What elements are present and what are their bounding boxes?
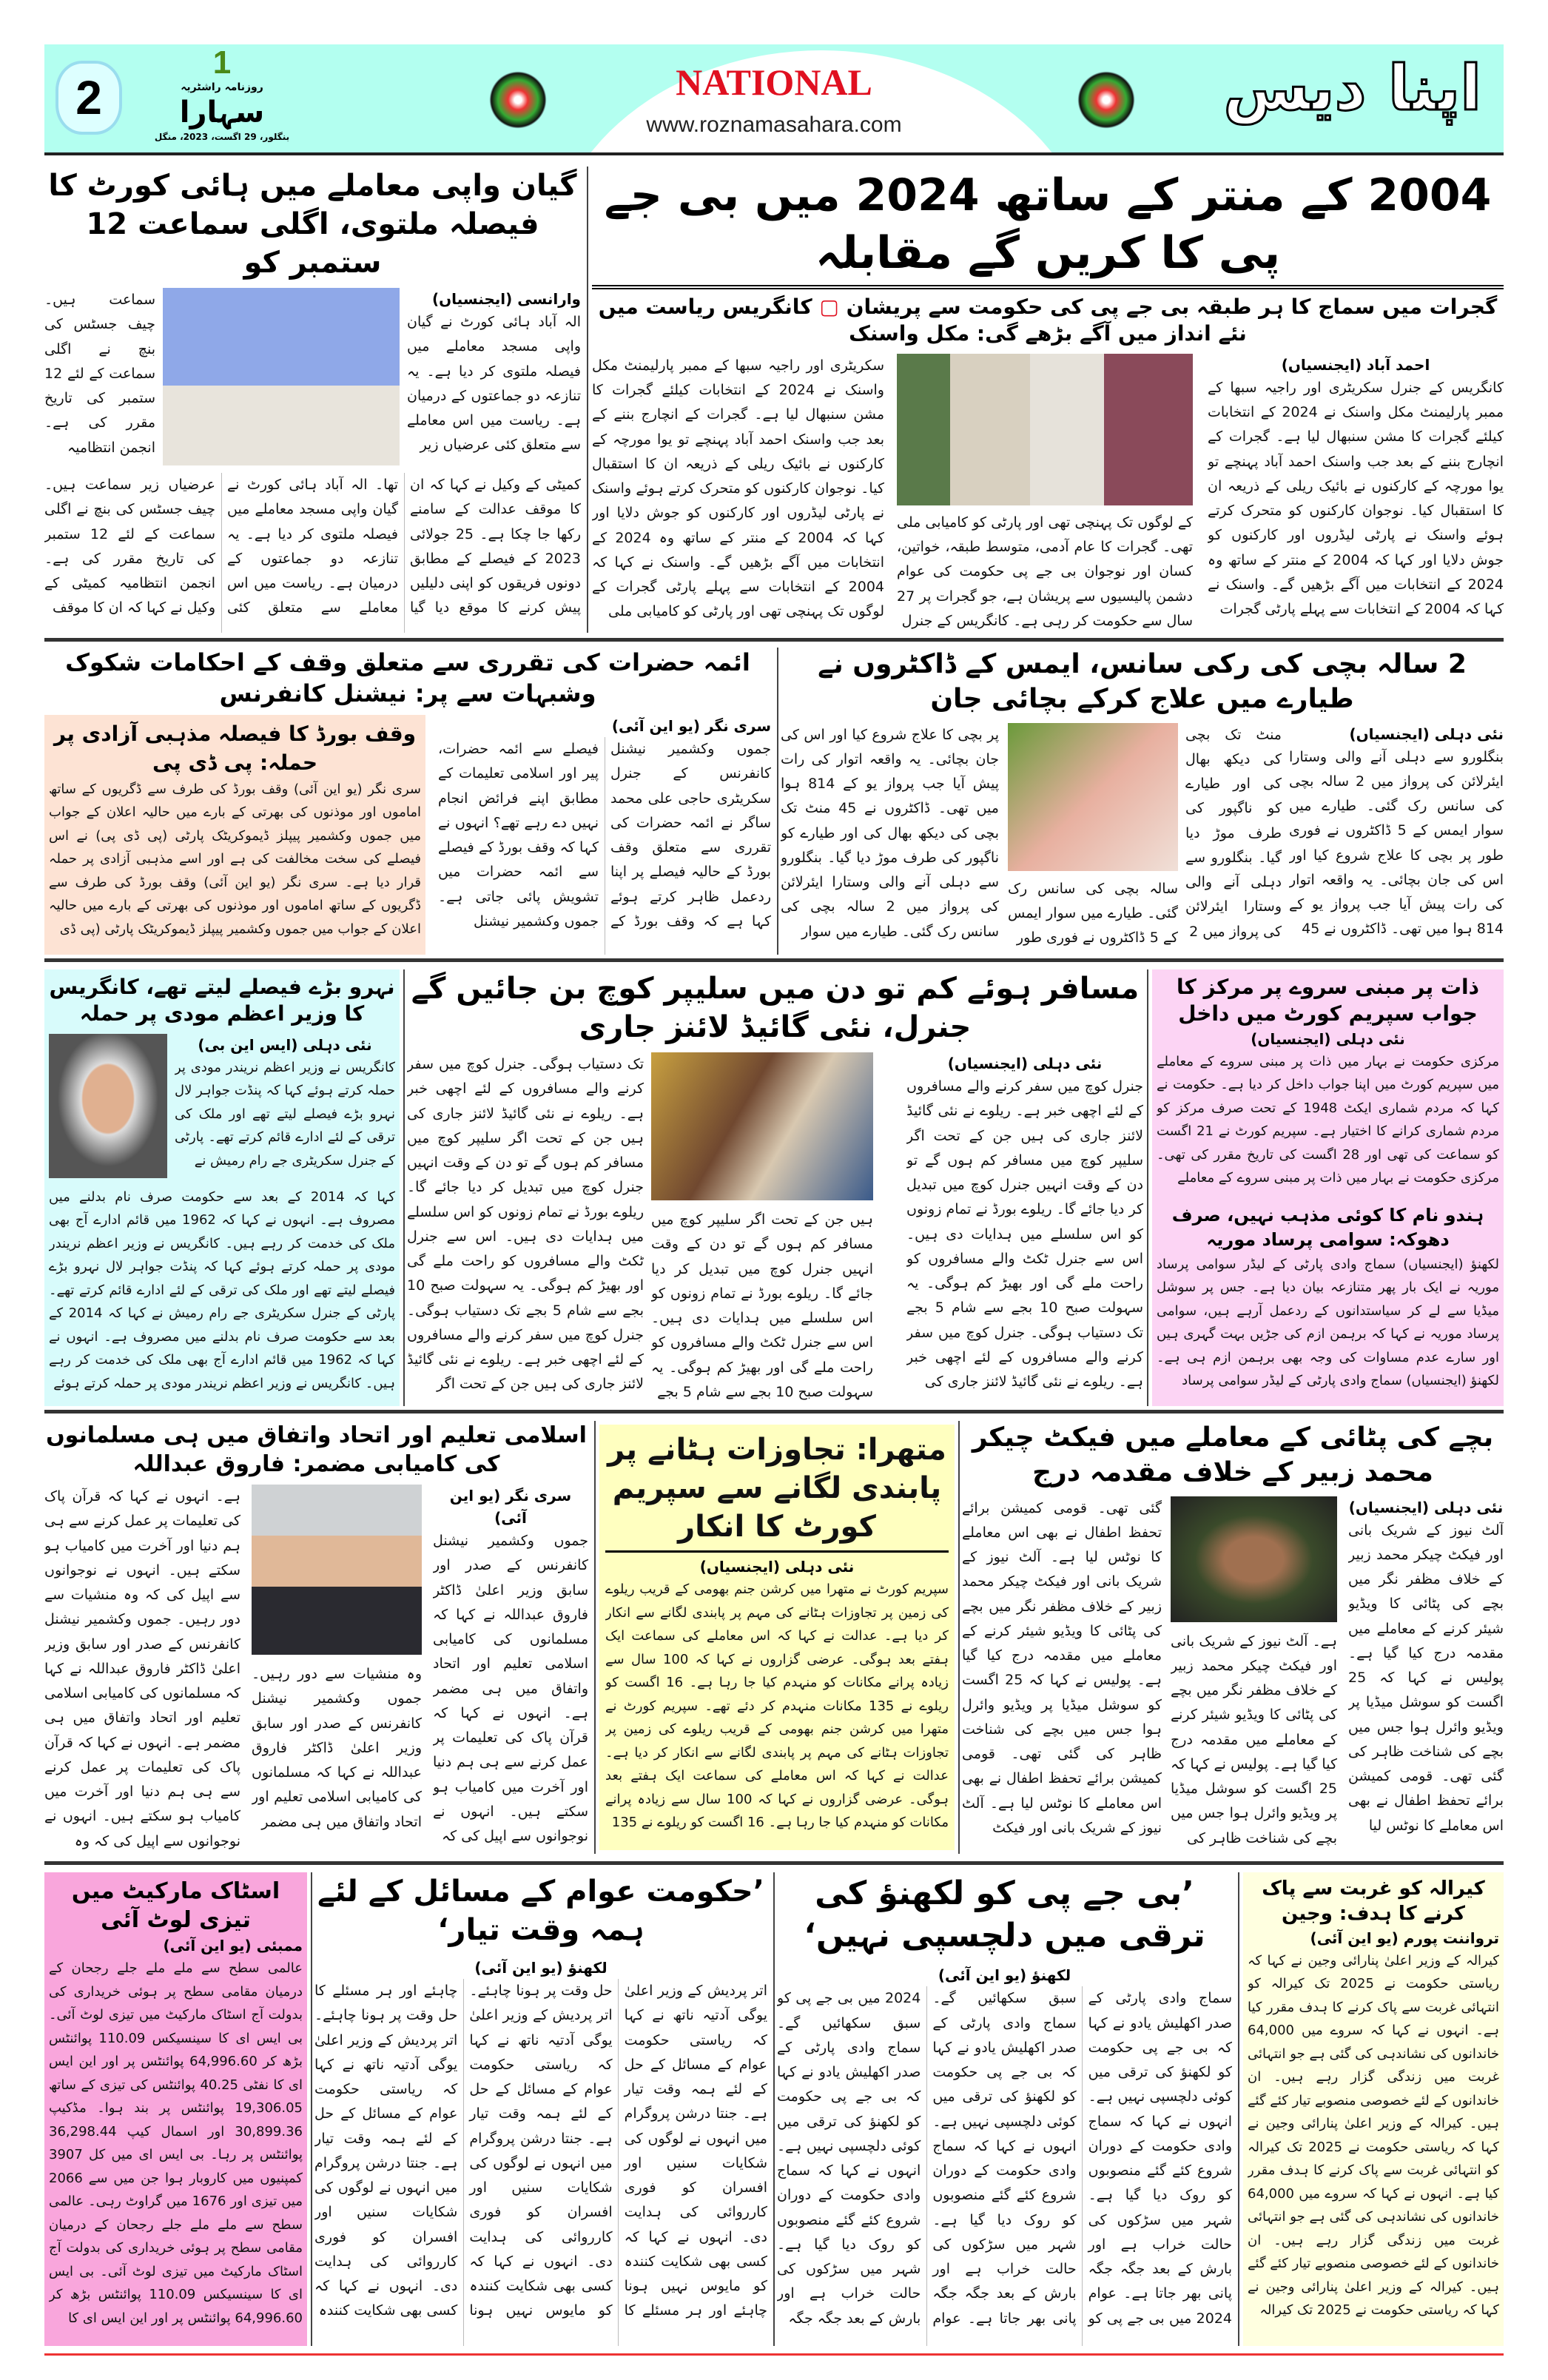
- subheadline-part: گجرات میں سماج کا ہر طبقہ بی جے پی کی حکومت سے پریشان: [846, 295, 1498, 319]
- page-number: 2: [55, 61, 122, 135]
- photo-gyanvapi-mosque: [163, 288, 400, 465]
- dateline: سری نگر (یو این آئی): [449, 1487, 572, 1527]
- article-body: سکریٹری اور راجیہ سبھا کے ممبر پارلیمنٹ مکل واسنک نے 2024 کے انتخابات کیلئے گجرات کا مشن سنبھال لیا ہے۔ گجرات کے انچارج بننے کے بعد جب واسنک احمد آباد پہنچے تو یوا مورچہ کے کارکنوں نے بائیک ریلی کے ذریعہ ان کا استقبال کیا۔ نوجوان کارکنوں کو متحرک کرتے ہوئے واسنک نے پارٹی لیڈروں اور کارکنوں کو جوش دلایا اور کہا کہ 2004 کے منتر کے ساتھ وہ 2024 کے انتخابات میں آگے بڑھیں گے۔ واسنک نے کہا کہ 2004 کے انتخابات سے پہلے پارٹی گجرات کے لوگوں تک پہنچی تھی اور پارٹی کو کامیابی ملی: [592, 357, 884, 620]
- column: [1289, 723, 1504, 955]
- column: [897, 511, 1193, 633]
- column-divider: [311, 1872, 312, 2346]
- article-body: سماج وادی پارٹی کے صدر اکھلیش یادو نے کہا کہ بی جے پی حکومت کو لکھنؤ کی ترقی میں کوئی دلچسپی نہیں ہے۔ انہوں نے کہا کہ سماج وادی حکومت کے دوران شروع کئے گئے منصوبوں کو روک دیا گیا ہے۔ شہر میں سڑکوں کی حالت خراب ہے اور بارش کے بعد جگہ جگہ پانی بھر جاتا ہے۔ عوام 2024 میں بی جے پی کو سبق سکھائیں گے۔ سماج وادی پارٹی کے صدر اکھلیش یادو نے کہا کہ بی جے پی حکومت کو لکھنؤ کی ترقی میں کوئی دلچسپی نہیں ہے۔ انہوں نے کہا کہ سماج وادی حکومت کے دوران شروع کئے گئے منصوبوں کو روک دیا گیا ہے۔ شہر میں سڑکوں کی حالت خراب ہے اور بارش کے بعد جگہ جگہ پانی بھر جاتا ہے۔ عوام 2024 میں بی جے پی کو سبق سکھائیں گے۔ سماج وادی پارٹی کے صدر اکھلیش یادو نے کہا کہ بی جے پی حکومت کو لکھنؤ کی ترقی میں کوئی دلچسپی نہیں ہے۔ انہوں نے کہا کہ سماج وادی حکومت کے دوران شروع کئے گئے منصوبوں کو روک دیا گیا ہے۔ شہر میں سڑکوں کی حالت خراب ہے اور بارش کے بعد جگہ جگہ: [777, 1990, 1232, 2327]
- photo-congress-leaders: [897, 354, 1193, 505]
- article-body: ہیں جن کے تحت اگر سلیپر کوچ میں مسافر کم ہوں گے تو دن کے وقت انہیں جنرل کوچ میں تبدیل کر دیا جائے گا۔ ریلوے بورڈ نے تمام زونوں کو اس سلسلے میں ہدایات دی ہیں۔ اس سے جنرل ٹکٹ والے مسافروں کو راحت ملے گی اور بھیڑ کم ہوگی۔ یہ سہولت صبح 10 بجے سے شام 5 بجے: [651, 1211, 873, 1400]
- section-divider: [44, 1861, 1504, 1865]
- article-body: کمیٹی کے وکیل نے کہا کہ ان کا موقف عدالت کے سامنے رکھا جا چکا ہے۔ 25 جولائی 2023 کے فیصلے کے مطابق دونوں فریقوں کو اپنی دلیلیں پیش کرنے کا موقع دیا گیا تھا۔ الہ آباد ہائی کورٹ نے گیان واپی مسجد معاملے میں فیصلہ ملتوی کر دیا ہے۔ یہ تنازعہ دو جماعتوں کے درمیان ہے۔ ریاست میں اس معاملے سے متعلق کئی عرضیاں زیر سماعت ہیں۔ چیف جسٹس کی بنچ نے اگلی سماعت کے لئے 12 ستمبر کی تاریخ مقرر کی ہے۔ انجمن انتظامیہ کمیٹی کے وکیل نے کہا کہ ان کا موقف: [44, 477, 581, 616]
- dateline: نئی دہلی (ایجنسیاں): [1349, 725, 1504, 743]
- section-divider: [44, 638, 1504, 642]
- separator-icon: ▢: [819, 295, 839, 319]
- column: [1008, 877, 1178, 955]
- dateline: وارانسی (ایجنسیاں): [431, 290, 581, 308]
- subheadline: [592, 294, 1504, 348]
- column-divider: [1147, 969, 1148, 1406]
- column: [438, 715, 771, 955]
- masthead: [44, 44, 1504, 155]
- article-body: پر بچی کا علاج شروع کیا اور اس کی جان بچائی۔ یہ واقعہ اتوار کی رات پیش آیا جب پرواز یو کے 814 ہوا میں تھی۔ ڈاکٹروں نے 45 منٹ تک بچی کی دیکھ بھال کی اور طیارے کو ناگپور کی طرف موڑ دیا گیا۔ بنگلورو سے دہلی آنے والی وستارا ایئرلائن کی پرواز میں 2 سالہ بچی کی سانس رک گئی۔ طیارے میں سوار: [781, 726, 999, 940]
- column: [407, 288, 581, 465]
- article-body: جنرل کوچ میں سفر کرنے والے مسافروں کے لئے اچھی خبر ہے۔ ریلوے نے نئی گائیڈ لائنز جاری کی ہیں جن کے تحت اگر سلیپر کوچ میں مسافر کم ہوں گے تو دن کے وقت انہیں جنرل کوچ میں تبدیل کر دیا جائے گا۔ ریلوے بورڈ نے تمام زونوں کو اس سلسلے میں ہدایات دی ہیں۔ اس سے جنرل ٹکٹ والے مسافروں کو راحت ملے گی اور بھیڑ کم ہوگی۔ یہ سہولت صبح 10 بجے سے شام 5 بجے تک دستیاب ہوگی۔ جنرل کوچ میں سفر کرنے والے مسافروں کے لئے اچھی خبر ہے۔ ریلوے نے نئی گائیڈ لائنز جاری کی: [906, 1078, 1143, 1390]
- headline: 2004 کے منتر کے ساتھ 2024 میں بی جے پی کا کریں گے مقابلہ: [592, 167, 1504, 289]
- article-body: تک دستیاب ہوگی۔ جنرل کوچ میں سفر کرنے والے مسافروں کے لئے اچھی خبر ہے۔ ریلوے نے نئی گائیڈ لائنز جاری کی ہیں جن کے تحت اگر سلیپر کوچ میں مسافر کم ہوں گے تو دن کے وقت انہیں جنرل کوچ میں تبدیل کر دیا جائے گا۔ ریلوے بورڈ نے تمام زونوں کو اس سلسلے میں ہدایات دی ہیں۔ اس سے جنرل ٹکٹ والے مسافروں کو راحت ملے گی اور بھیڑ کم ہوگی۔ یہ سہولت صبح 10 بجے سے شام 5 بجے تک دستیاب ہوگی۔ جنرل کوچ میں سفر کرنے والے مسافروں کے لئے اچھی خبر ہے۔ ریلوے نے نئی گائیڈ لائنز جاری کی ہیں جن کے تحت اگر: [407, 1056, 644, 1393]
- article-body: کیرالہ کے وزیر اعلیٰ پنارائی وجین نے کہا کہ ریاستی حکومت نے 2025 تک کیرالہ کو انتہائی غربت سے پاک کرنے کا ہدف مقرر کیا ہے۔ انہوں نے کہا کہ سروے میں 64,000 خاندانوں کی نشاندہی کی گئی ہے جو انتہائی غربت میں زندگی گزار رہے ہیں۔ ان خاندانوں کے لئے خصوصی منصوبے تیار کئے گئے ہیں۔ کیرالہ کے وزیر اعلیٰ پنارائی وجین نے کہا کہ ریاستی حکومت نے 2025 تک کیرالہ کو انتہائی غربت سے پاک کرنے کا ہدف مقرر کیا ہے۔ انہوں نے کہا کہ سروے میں 64,000 خاندانوں کی نشاندہی کی گئی ہے جو انتہائی غربت میں زندگی گزار رہے ہیں۔ ان خاندانوں کے لئے خصوصی منصوبے تیار کئے گئے ہیں۔ کیرالہ کے وزیر اعلیٰ پنارائی وجین نے کہا کہ ریاستی حکومت نے 2025 تک کیرالہ: [1248, 1952, 1499, 2319]
- section-divider: [44, 958, 1504, 962]
- column: [44, 1485, 240, 1854]
- box-headline: ہندو نام کا کوئی مذہب نہیں، صرف دھوکہ: سوامی پرساد موریہ: [1171, 1204, 1484, 1251]
- headline: ائمہ حضرات کی تقرری سے متعلق وقف کے احکامات شکوک وشبہات سے پر: نیشنل کانفرنس: [65, 648, 750, 707]
- article-body: کے لوگوں تک پہنچی تھی اور پارٹی کو کامیابی ملی تھی۔ گجرات کا عام آدمی، متوسط طبقہ، خواتین، کسان اور نوجوان بی جے پی حکومت کی عوام دشمن پالیسیوں سے پریشان ہے، جو گجرات پر 27 سال سے حکومت کر رہی ہے۔ کانگریس کے جنرل: [897, 514, 1193, 629]
- article-nehru: [44, 969, 400, 1406]
- article-caste-survey: [1152, 969, 1504, 1406]
- photo-jairam-ramesh: [49, 1034, 167, 1178]
- article-imams: [44, 648, 771, 955]
- headline: ’بی جے پی کو لکھنؤ کی ترقی میں دلچسپی نہیں‘: [804, 1875, 1205, 1955]
- photo-crowded-train: [651, 1052, 873, 1200]
- logo-tagline: روزنامہ راشٹریہ: [181, 81, 263, 93]
- issue-date: بنگلور، 29 اگست، 2023، منگل: [154, 132, 290, 142]
- column-divider: [773, 1872, 775, 2346]
- article-body: اتر پردیش کے وزیر اعلیٰ یوگی آدتیہ ناتھ نے کہا کہ ریاستی حکومت عوام کے مسائل کے حل کے لئے ہمہ وقت تیار ہے۔ جنتا درشن پروگرام میں انہوں نے لوگوں کی شکایات سنیں اور افسران کو فوری کارروائی کی ہدایت دی۔ انہوں نے کہا کہ کسی بھی شکایت کنندہ کو مایوس نہیں ہونا چاہئے اور ہر مسئلے کا حل وقت پر ہونا چاہئے۔ اتر پردیش کے وزیر اعلیٰ یوگی آدتیہ ناتھ نے کہا کہ ریاستی حکومت عوام کے مسائل کے حل کے لئے ہمہ وقت تیار ہے۔ جنتا درشن پروگرام میں انہوں نے لوگوں کی شکایات سنیں اور افسران کو فوری کارروائی کی ہدایت دی۔ انہوں نے کہا کہ کسی بھی شکایت کنندہ کو مایوس نہیں ہونا چاہئے اور ہر مسئلے کا حل وقت پر ہونا چاہئے۔ اتر پردیش کے وزیر اعلیٰ یوگی آدتیہ ناتھ نے کہا کہ ریاستی حکومت عوام کے مسائل کے حل کے لئے ہمہ وقت تیار ہے۔ جنتا درشن پروگرام میں انہوں نے لوگوں کی شکایات سنیں اور افسران کو فوری کارروائی کی ہدایت دی۔ انہوں نے کہا کہ کسی بھی شکایت کنندہ: [314, 1983, 767, 2319]
- sidebar-box-pdp: [44, 715, 425, 955]
- sunburst-icon: [1077, 67, 1136, 133]
- box-body: لکھنؤ (ایجنسیاں) سماج وادی پارٹی کے لیڈر سوامی پرساد موریہ نے ایک بار پھر متنازعہ بیان دیا ہے۔ جس پر سوشل میڈیا سے لے کر سیاستدانوں کے ردعمل آرہے ہیں، سوامی پرساد موریہ نے کہا کہ برہمن ازم کی جڑیں بہت گہری ہیں اور سارے عدم مساوات کی وجہ بھی برہمن ازم ہی ہے۔ لکھنؤ (ایجنسیاں) سماج وادی پارٹی کے لیڈر سوامی پرساد: [1157, 1256, 1499, 1389]
- dateline: نئی دہلی (ایجنسیاں): [699, 1558, 855, 1576]
- column: [906, 1052, 1143, 1406]
- article-body: عالمی سطح سے ملے ملے جلے رجحان کے درمیان مقامی سطح پر ہوئی خریداری کی بدولت آج اسٹاک مارکیٹ میں تیزی لوٹ آئی۔ بی ایس ای کا سینسیکس 110.09 پوائنٹس بڑھ کر 64,996.60 پوائنٹس پر اور این ایس ای کا نفٹی 40.25 پوائنٹس کی تیزی کے ساتھ 19,306.05 پوائنٹس پر بند ہوا۔ مڈکیپ 30,899.36 اور اسمال کیپ 36,298.44 پوائنٹس پر رہا۔ بی ایس ای میں کل 3907 کمپنیوں میں کاروبار ہوا جن میں سے 2066 میں تیزی اور 1676 میں گراوٹ رہی۔ عالمی سطح سے ملے ملے جلے رجحان کے درمیان مقامی سطح پر ہوئی خریداری کی بدولت آج اسٹاک مارکیٹ میں تیزی لوٹ آئی۔ بی ایس ای کا سینسیکس 110.09 پوائنٹس بڑھ کر 64,996.60 پوائنٹس پر اور این ایس ای کا: [49, 1960, 303, 2326]
- dateline: ترواننت پورم (یو این آئی): [1310, 1929, 1499, 1947]
- article-body: گئی تھی۔ قومی کمیشن برائے تحفظ اطفال نے بھی اس معاملے کا نوٹس لیا ہے۔ آلٹ نیوز کے شریک بانی اور فیکٹ چیکر محمد زبیر کے خلاف مظفر نگر میں بچے کی پٹائی کا ویڈیو شیئر کرنے کے معاملے میں مقدمہ درج کیا گیا ہے۔ پولیس نے کہا کہ 25 اگست کو سوشل میڈیا پر ویڈیو وائرل ہوا جس میں بچے کی شناخت ظاہر کی گئی تھی۔ قومی کمیشن برائے تحفظ اطفال نے بھی اس معاملے کا نوٹس لیا ہے۔ آلٹ نیوز کے شریک بانی اور فیکٹ: [962, 1499, 1162, 1836]
- article-sleeper-coach: [407, 969, 1143, 1406]
- article-gyanvapi: [44, 167, 581, 633]
- column: [44, 288, 155, 465]
- article-body: سپریم کورٹ نے متھرا میں کرشن جنم بھومی کے قریب ریلوے کی زمین پر تجاوزات ہٹانے کی مہم پر پابندی لگانے سے انکار کر دیا ہے۔ عدالت نے کہا کہ اس معاملے کی سماعت ایک ہفتے بعد ہوگی۔ عرضی گزاروں نے کہا کہ 100 سال سے زیادہ پرانے مکانات کو منہدم کیا جا رہا ہے۔ 16 اگست کو ریلوے نے 135 مکانات منہدم کر دئے تھے۔ سپریم کورٹ نے متھرا میں کرشن جنم بھومی کے قریب ریلوے کی زمین پر تجاوزات ہٹانے کی مہم پر پابندی لگانے سے انکار کر دیا ہے۔ عدالت نے کہا کہ اس معاملے کی سماعت ایک ہفتے بعد ہوگی۔ عرضی گزاروں نے کہا کہ 100 سال سے زیادہ پرانے مکانات کو منہدم کیا جا رہا ہے۔ 16 اگست کو ریلوے نے 135: [605, 1581, 949, 1830]
- section-title: NATIONAL: [676, 61, 872, 103]
- column: [252, 1662, 422, 1854]
- article-body: مرکزی حکومت نے بہار میں ذات پر مبنی سروے کے معاملے میں سپریم کورٹ میں اپنا جواب داخل کر دیا ہے۔ حکومت نے کہا کہ مردم شماری ایکٹ 1948 کے تحت صرف مرکز کو مردم شماری کرانے کا اختیار ہے۔ سپریم کورٹ نے 21 اگست کو سماعت کی تھی اور 28 اگست کی تاریخ مقرر کی تھی۔ مرکزی حکومت نے بہار میں ذات پر مبنی سروے کے معاملے: [1157, 1053, 1499, 1186]
- article-body: وہ منشیات سے دور رہیں۔ جموں وکشمیر نیشنل کانفرنس کے صدر اور سابق وزیر اعلیٰ ڈاکٹر فاروق عبداللہ نے کہا کہ مسلمانوں کی کامیابی اسلامی تعلیم اور اتحاد واتفاق میں ہی مضمر: [252, 1666, 422, 1830]
- column: [433, 1485, 588, 1854]
- headline: اسٹاک مارکیٹ میں تیزی لوٹ آئی: [71, 1878, 280, 1933]
- article-body: آلٹ نیوز کے شریک بانی اور فیکٹ چیکر محمد زبیر کے خلاف مظفر نگر میں بچے کی پٹائی کا ویڈیو شیئر کرنے کے معاملے میں مقدمہ درج کیا گیا ہے۔ پولیس نے کہا کہ 25 اگست کو سوشل میڈیا پر ویڈیو وائرل ہوا جس میں بچے کی شناخت ظاہر کی گئی تھی۔ قومی کمیشن برائے تحفظ اطفال نے بھی اس معاملے کا نوٹس لیا: [1348, 1522, 1504, 1834]
- article-body: ہے۔ آلٹ نیوز کے شریک بانی اور فیکٹ چیکر محمد زبیر کے خلاف مظفر نگر میں بچے کی پٹائی کا ویڈیو شیئر کرنے کے معاملے میں مقدمہ درج کیا گیا ہے۔ پولیس نے کہا کہ 25 اگست کو سوشل میڈیا پر ویڈیو وائرل ہوا جس میں بچے کی شناخت ظاہر کی: [1171, 1633, 1337, 1846]
- section-title-urdu: اپنا دیس: [1223, 52, 1481, 124]
- dateline: نئی دہلی (ایجنسیاں): [1251, 1029, 1405, 1048]
- article-farooq: [44, 1421, 588, 1854]
- sunburst-icon: [488, 67, 548, 133]
- headline: بچے کی پٹائی کے معاملے میں فیکٹ چیکر محمد زبیر کے خلاف مقدمہ درج: [972, 1422, 1494, 1488]
- photo-farooq-abdullah: [252, 1485, 422, 1655]
- article-child-rescue: [781, 648, 1504, 955]
- headline: ’حکومت عوام کے مسائل کے لئے ہمہ وقت تیار‘: [317, 1875, 764, 1947]
- website-url[interactable]: www.roznamasahara.com: [646, 112, 902, 137]
- column: [1208, 354, 1504, 633]
- column-divider: [403, 969, 405, 1406]
- article-body: بنگلورو سے دہلی آنے والی وستارا ایئرلائن کی پرواز میں 2 سالہ بچی کی سانس رک گئی۔ طیارے میں سوار ایمس کے 5 ڈاکٹروں نے فوری طور پر بچی کا علاج شروع کیا اور اس کی جان بچائی۔ یہ واقعہ اتوار کی رات پیش آیا جب پرواز یو کے 814 ہوا میں تھی۔ ڈاکٹروں نے 45: [1289, 748, 1504, 938]
- article-body: ہے۔ انہوں نے کہا کہ قرآن پاک کی تعلیمات پر عمل کرنے سے ہی ہم دنیا اور آخرت میں کامیاب ہو سکتے ہیں۔ انہوں نے نوجوانوں سے اپیل کی کہ وہ منشیات سے دور رہیں۔ جموں وکشمیر نیشنل کانفرنس کے صدر اور سابق وزیر اعلیٰ ڈاکٹر فاروق عبداللہ نے کہا کہ مسلمانوں کی کامیابی اسلامی تعلیم اور اتحاد واتفاق میں ہی مضمر ہے۔ انہوں نے کہا کہ قرآن پاک کی تعلیمات پر عمل کرنے سے ہی ہم دنیا اور آخرت میں کامیاب ہو سکتے ہیں۔ انہوں نے نوجوانوں سے اپیل کی کہ وہ: [44, 1488, 240, 1849]
- article-body: سالہ بچی کی سانس رک گئی۔ طیارے میں سوار ایمس کے 5 ڈاکٹروں نے فوری طور: [1008, 880, 1178, 947]
- dateline: لکھنؤ (یو این آئی): [474, 1959, 608, 1977]
- column-divider: [777, 648, 778, 955]
- column: [1348, 1496, 1504, 1854]
- headline: نہرو بڑے فیصلے لیتے تھے، کانگریس کا وزیر اعظم مودی پر حملہ: [49, 975, 395, 1026]
- dateline: ممبئی (یو این آئی): [163, 1937, 303, 1954]
- article-body: جموں وکشمیر نیشنل کانفرنس کے جنرل سکریٹری حاجی علی محمد ساگر نے ائمہ حضرات کی تقرری سے متعلق وقف بورڈ کے حالیہ فیصلے پر اپنا ردعمل ظاہر کرتے ہوئے کہا ہے کہ وقف بورڈ کے فیصلے سے ائمہ حضرات، پیر اور اسلامی تعلیمات کے مطابق اپنے فرائض انجام نہیں دے رہے تھے؟ انہوں نے کہا کہ وقف بورڈ کے فیصلے سے ائمہ حضرات میں تشویش پائی جاتی ہے۔ جموں وکشمیر نیشنل: [438, 741, 771, 930]
- dateline: نئی دہلی (ایجنسیاں): [947, 1055, 1103, 1072]
- article-body: سماعت ہیں۔ چیف جسٹس کی بنچ نے اگلی سماعت کے لئے 12 ستمبر کی تاریخ مقرر کی ہے۔ انجمن انتظامیہ: [44, 292, 155, 456]
- photo-mohammed-zubair: [1171, 1496, 1337, 1622]
- headline: ذات پر مبنی سروے پر مرکز کا جواب سپریم کورٹ میں داخل: [1177, 975, 1479, 1026]
- headline: گیان واپی معاملے میں ہائی کورٹ کا فیصلہ ملتوی، اگلی سماعت 12 ستمبر کو: [48, 169, 577, 280]
- column: [651, 1208, 873, 1406]
- column: [962, 1496, 1162, 1854]
- article-body: الہ آباد ہائی کورٹ نے گیان واپی مسجد معاملے میں فیصلہ ملتوی کر دیا ہے۔ یہ تنازعہ دو جماعتوں کے درمیان ہے۔ ریاست میں اس معاملے سے متعلق کئی عرضیاں زیر: [407, 314, 581, 454]
- column-divider: [594, 1421, 596, 1854]
- column: [44, 473, 581, 633]
- column: [49, 1186, 395, 1402]
- headline: 2 سالہ بچی کی رکی سانس، ایمس کے ڈاکٹروں نے طیارے میں علاج کرکے بچائی جان: [818, 649, 1467, 714]
- column-divider: [587, 167, 588, 633]
- column: [781, 723, 999, 955]
- headline: کیرالہ کو غربت سے پاک کرنے کا ہدف: وجین: [1262, 1878, 1485, 1925]
- article-body: کانگریس کے جنرل سکریٹری اور راجیہ سبھا کے ممبر پارلیمنٹ مکل واسنک نے 2024 کے انتخابات کیلئے گجرات کا مشن سنبھال لیا ہے۔ گجرات کے انچارج بننے کے بعد جب واسنک احمد آباد پہنچے تو یوا مورچہ کے کارکنوں نے بائیک ریلی کے ذریعہ ان کا استقبال کیا۔ نوجوان کارکنوں کو متحرک کرتے ہوئے واسنک نے پارٹی لیڈروں اور کارکنوں کو جوش دلایا اور کہا کہ 2004 کے منتر کے ساتھ وہ 2024 کے انتخابات میں آگے بڑھیں گے۔ واسنک نے کہا کہ 2004 کے انتخابات سے پہلے پارٹی گجرات: [1208, 379, 1504, 618]
- article-body: جموں وکشمیر نیشنل کانفرنس کے صدر اور سابق وزیر اعلیٰ ڈاکٹر فاروق عبداللہ نے کہا کہ مسلمانوں کی کامیابی اسلامی تعلیم اور اتحاد واتفاق میں ہی مضمر ہے۔ انہوں نے کہا کہ قرآن پاک کی تعلیمات پر عمل کرنے سے ہی ہم دنیا اور آخرت میں کامیاب ہو سکتے ہیں۔ انہوں نے نوجوانوں سے اپیل کی کہ: [433, 1533, 588, 1844]
- dateline: لکھنؤ (یو این آئی): [938, 1966, 1071, 1985]
- box-body: سری نگر (یو این آئی) وقف بورڈ کی طرف سے ڈگریوں کے ساتھ اماموں اور موذنوں کی بھرتی کے بارے میں حالیہ اعلان کے جواب میں جموں وکشمیر پیپلز ڈیموکریٹک پارٹی (پی ڈی پی) نے اس فیصلے کی سخت مخالفت کی ہے اور اسے مذہبی آزادی پر حملہ قرار دیا ہے۔ سری نگر (یو این آئی) وقف بورڈ کی طرف سے ڈگریوں کے ساتھ اماموں اور موذنوں کی بھرتی کے بارے میں حالیہ اعلان کے جواب میں جموں وکشمیر پیپلز ڈیموکریٹک پارٹی (پی ڈی: [49, 781, 421, 937]
- photo-child-in-hospital: [1008, 723, 1178, 871]
- column: [1185, 723, 1282, 955]
- article-body: منٹ تک بچی کی دیکھ بھال کی اور طیارے کو ناگپور کی طرف موڑ دیا گیا۔ بنگلورو سے دہلی آنے والی وستارا ایئرلائن کی پرواز میں 2: [1185, 726, 1282, 940]
- article-govt-ready: [314, 1872, 767, 2346]
- article-zubair: [962, 1421, 1504, 1854]
- article-mathura: [599, 1425, 955, 1850]
- headline: مسافر ہوئے کم تو دن میں سلیپر کوچ بن جائیں گے جنرل، نئی گائیڈ لائنز جاری: [411, 972, 1140, 1044]
- logo-name: سہارا: [179, 95, 265, 130]
- article-kerala: [1243, 1872, 1504, 2346]
- footer-rule: [44, 2353, 1504, 2356]
- column: [407, 1052, 644, 1406]
- article-body: کہا کہ 2014 کے بعد سے حکومت صرف نام بدلنے میں مصروف ہے۔ انہوں نے کہا کہ 1962 میں قائم ادارے آج بھی ملک کی خدمت کر رہے ہیں۔ کانگریس نے وزیر اعظم نریندر مودی پر حملہ کرتے ہوئے کہا کہ پنڈت جواہر لال نہرو بڑے فیصلے لیتے تھے اور ملک کی ترقی کے لئے ادارے قائم کرتے تھے۔ پارٹی کے جنرل سکریٹری جے رام رمیش نے کہا کہ 2014 کے بعد سے حکومت صرف نام بدلنے میں مصروف ہے۔ انہوں نے کہا کہ 1962 میں قائم ادارے آج بھی ملک کی خدمت کر رہے ہیں۔ کانگریس نے وزیر اعظم نریندر مودی پر حملہ کرتے ہوئے: [49, 1189, 395, 1391]
- newspaper-logo: [141, 46, 303, 152]
- article-main: [592, 167, 1504, 633]
- box-headline: وقف بورڈ کا فیصلہ مذہبی آزادی پر حملہ: پی ڈی پی: [53, 722, 417, 776]
- dateline: احمد آباد (ایجنسیاں): [1281, 355, 1430, 374]
- article-body: کانگریس نے وزیر اعظم نریندر مودی پر حملہ کرتے ہوئے کہا کہ پنڈت جواہر لال نہرو بڑے فیصلے لیتے تھے اور ملک کی ترقی کے لئے ادارے قائم کرتے تھے۔ پارٹی کے جنرل سکریٹری جے رام رمیش نے: [175, 1059, 395, 1169]
- dateline: نئی دہلی (ایس این بی): [198, 1035, 372, 1054]
- column-divider: [958, 1421, 960, 1854]
- article-bjp-lucknow: [777, 1872, 1232, 2346]
- section-divider: [44, 1410, 1504, 1413]
- dateline: سری نگر (یو این آئی): [611, 717, 771, 736]
- column-divider: [1238, 1872, 1239, 2346]
- subheadline-part: کانگریس ریاست میں نئے انداز میں آگے بڑھے گی: مکل واسنک: [598, 295, 1247, 346]
- column: [175, 1034, 395, 1178]
- headline: متھرا: تجاوزات ہٹانے پر پابندی لگانے سے سپریم کورٹ کا انکار: [605, 1431, 949, 1553]
- article-stock-market: [44, 1872, 307, 2346]
- dateline: نئی دہلی (ایجنسیاں): [1348, 1498, 1504, 1516]
- headline: اسلامی تعلیم اور اتحاد واتفاق میں ہی مسلمانوں کی کامیابی مضمر: فاروق عبداللہ: [46, 1422, 587, 1477]
- column: [1171, 1630, 1337, 1854]
- logo-anniversary: 1: [212, 44, 232, 81]
- column: [592, 354, 884, 633]
